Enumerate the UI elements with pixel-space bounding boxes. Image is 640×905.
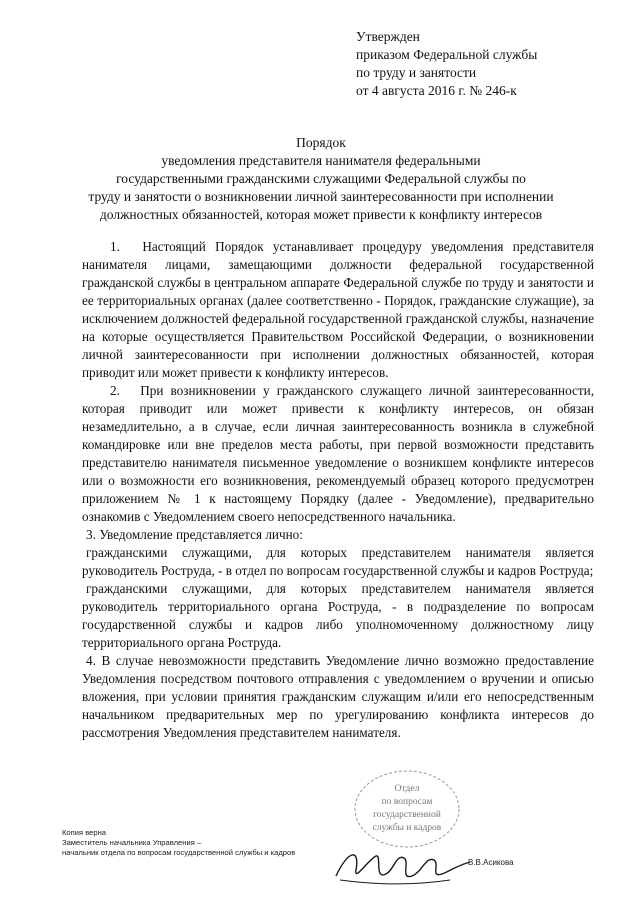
approval-block — [356, 28, 616, 100]
approval-line: Утвержден — [356, 29, 420, 44]
stamp-line: Отдел — [394, 784, 420, 794]
paragraph-3: 3. Уведомление представляется лично: — [86, 527, 303, 542]
stamp-line: по вопросам — [381, 797, 433, 807]
footer-line: начальник отдела по вопросам государственной службы и кадров — [62, 848, 296, 857]
title-line: должностных обязанностей, которая может привести к конфликту интересов — [99, 207, 543, 222]
title-line: государственными гражданскими служащими Федеральной службы по — [116, 171, 526, 186]
paragraph-2: 2. При возникновении у гражданского служащего личной заинтересованности, которая приводит или может привести к конфликту интересов, он обязан незамедлительно, а в случае, если личная заинтересованность возникла в служебной командировке или вне пределов места работы, при первой возможности представить представителю нанимателя письменное уведомление о возникшем конфликте интересов или о возможности его возникновения, рекомендуемый образец которого предусмотрен приложением № 1 к настоящему Порядку (далее - Уведомление), предварительно ознакомив с Уведомлением своего непосредственного начальника. — [82, 383, 594, 524]
title-heading: Порядок — [296, 135, 346, 150]
footer-line: Заместитель начальника Управления – — [62, 838, 202, 847]
approval-line: по труду и занятости — [356, 65, 477, 80]
paragraph-3a: гражданскими служащими, для которых представителем нанимателя является руководитель Роструда, - в отдел по вопросам государственной службы и кадров Роструда; — [82, 545, 594, 578]
approval-line: приказом Федеральной службы — [356, 47, 538, 62]
title-line: труду и занятости о возникновении личной заинтересованности при исполнении — [88, 189, 554, 204]
footer-line: Копия верна — [62, 828, 107, 837]
paragraph-3b: гражданскими служащими, для которых представителем нанимателя является руководитель территориального органа Роструда, - в подразделение по вопросам государственной службы и кадров либо уполномоченному должностному лицу территориального органа Роструда. — [82, 581, 594, 650]
signer-name: В.В.Асикова — [468, 858, 514, 867]
paragraph-1: 1. Настоящий Порядок устанавливает процедуру уведомления представителя нанимателя лицами, замещающими должности федеральной государственной гражданской службы в центральном аппарате Федеральной службе по труду и занятости и ее территориальных органах (далее соответственно - Порядок, гражданские служащие), за исключением должностей федеральной государственной гражданской службы, назначение на которые осуществляется Правительством Российской Федерации, о возникновении личной заинтересованности при исполнении должностных обязанностей, которая приводит или может привести к конфликту интересов. — [82, 239, 594, 380]
document-body — [82, 238, 594, 742]
stamp-line: государственной — [373, 810, 441, 820]
title-line: уведомления представителя нанимателя федеральными — [161, 153, 481, 168]
copy-certification — [62, 828, 362, 858]
stamp-line: службы и кадров — [372, 823, 442, 833]
paragraph-4: 4. В случае невозможности представить Уведомление лично возможно предоставление Уведомления посредством почтового отправления с уведомлением о вручении и описью вложения, при условии принятия гражданским служащим и/или его непосредственным начальником предварительных мер по урегулированию конфликта интересов до рассмотрения Уведомления представителем нанимателя. — [82, 653, 594, 740]
approval-line: от 4 августа 2016 г. № 246-к — [356, 83, 517, 98]
department-stamp — [352, 768, 462, 850]
document-title — [40, 134, 602, 224]
